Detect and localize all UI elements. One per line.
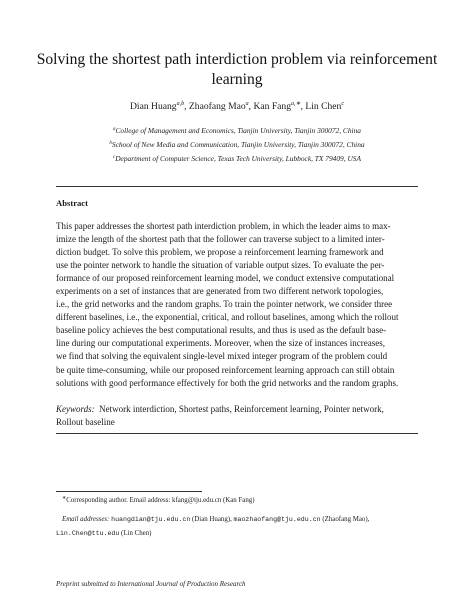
- affiliation-text: Department of Computer Science, Texas Tech University, Lubbock, TX 79409, USA: [115, 154, 361, 163]
- affiliation-text: College of Management and Economics, Tianjin University, Tianjin 300072, China: [115, 126, 362, 135]
- email-owner: (Dian Huang),: [190, 516, 234, 523]
- email-owner: (Zhaofang Mao),: [320, 516, 370, 523]
- footnote-emails-line2: [56, 528, 426, 539]
- affiliation-mark: a: [112, 127, 116, 132]
- abstract-line: line during our computational experiments. Moreover, when the size of instances increases,: [56, 338, 386, 349]
- abstract-line: different baselines, i.e., the exponential, critical, and rollout baselines, among which the rollout: [56, 312, 399, 323]
- footnote-emails-label: Email addresses:: [62, 516, 110, 523]
- keywords-text: Network interdiction, Shortest paths, Reinforcement learning, Pointer network,: [99, 404, 384, 414]
- author-name: Lin Chen: [305, 101, 342, 112]
- abstract-line: i.e., the grid networks and the random graphs. To train the pointer network, we consider three: [56, 299, 393, 310]
- email-owner: (Lin Chen): [119, 530, 152, 537]
- paper-title: Solving the shortest path interdiction problem via reinforcement learning: [36, 51, 438, 88]
- preprint-note: Preprint submitted to International Journal of Production Research: [56, 580, 246, 588]
- author-marks: a: [245, 101, 249, 107]
- email-link[interactable]: maozhaofang@tju.edu.cn: [233, 516, 321, 523]
- affiliation-text: School of New Media and Communication, Tianjin University, Tianjin 300072, China: [111, 140, 365, 149]
- footnote-mark: ∗: [62, 496, 67, 501]
- affiliation-mark: b: [109, 141, 112, 146]
- author-name: Kan Fang: [253, 101, 292, 112]
- abstract-body: [56, 220, 418, 390]
- footnote-emails-line1: [62, 514, 432, 525]
- keywords-line: [56, 403, 418, 416]
- affiliation-mark: c: [112, 155, 116, 160]
- abstract-line: diction budget. To solve this problem, we propose a reinforcement learning framework and: [56, 247, 384, 258]
- affiliation: [30, 140, 444, 149]
- abstract-line: formance of our proposed reinforcement learning model, we conduct extensive computational: [56, 273, 395, 284]
- footnote-rule: [56, 491, 202, 492]
- abstract-line: experiments on a set of instances that are generated from two different network topologies,: [56, 286, 384, 297]
- abstract-line: solutions with good performance effectively for both the grid networks and the random graphs.: [56, 377, 399, 388]
- abstract-bottom-rule: [56, 433, 418, 434]
- abstract-top-rule: [56, 186, 418, 187]
- author-marks: c: [341, 101, 345, 107]
- footnote-corresponding: [62, 495, 432, 506]
- author-name: Dian Huang: [129, 101, 177, 112]
- abstract-line: imize the length of the shortest path that the follower can traverse subject to a limited inter-: [56, 234, 385, 245]
- author-name: Zhaofang Mao: [188, 101, 246, 112]
- author-list: Dian Huang$^{a,b}$, Zhaofang Mao$^a$, Kan Fang$^{a,∗}$, Lin Chen$^c$: [129, 101, 345, 112]
- footnote-text: Corresponding author. Email address: kfang@tju.edu.cn (Kan Fang): [66, 497, 255, 504]
- abstract-line: we find that solving the equivalent single-level mixed integer program of the problem could: [56, 351, 388, 362]
- keywords-label: Keywords:: [56, 404, 95, 414]
- affiliation: [30, 154, 444, 163]
- affiliation: [30, 126, 444, 135]
- abstract-line: be quite time-consuming, while our proposed reinforcement learning approach can still obtain: [56, 364, 395, 375]
- abstract-line: This paper addresses the shortest path interdiction problem, in which the leader aims to max-: [56, 221, 391, 231]
- keywords-line: Rollout baseline: [56, 417, 115, 428]
- abstract-line: use the pointer network to handle the situation of variable output sizes. To evaluate the per-: [56, 260, 385, 271]
- email-link[interactable]: huangdian@tju.edu.cn: [111, 516, 191, 523]
- abstract-heading: Abstract: [56, 198, 88, 208]
- author-marks: a,b: [176, 101, 185, 107]
- abstract-line: baseline policy achieves the best computational results, and thus is used as the default base-: [56, 325, 387, 336]
- author-marks: a,∗: [291, 101, 301, 107]
- keywords: [56, 403, 418, 429]
- email-link[interactable]: Lin.Chen@ttu.edu: [56, 530, 120, 537]
